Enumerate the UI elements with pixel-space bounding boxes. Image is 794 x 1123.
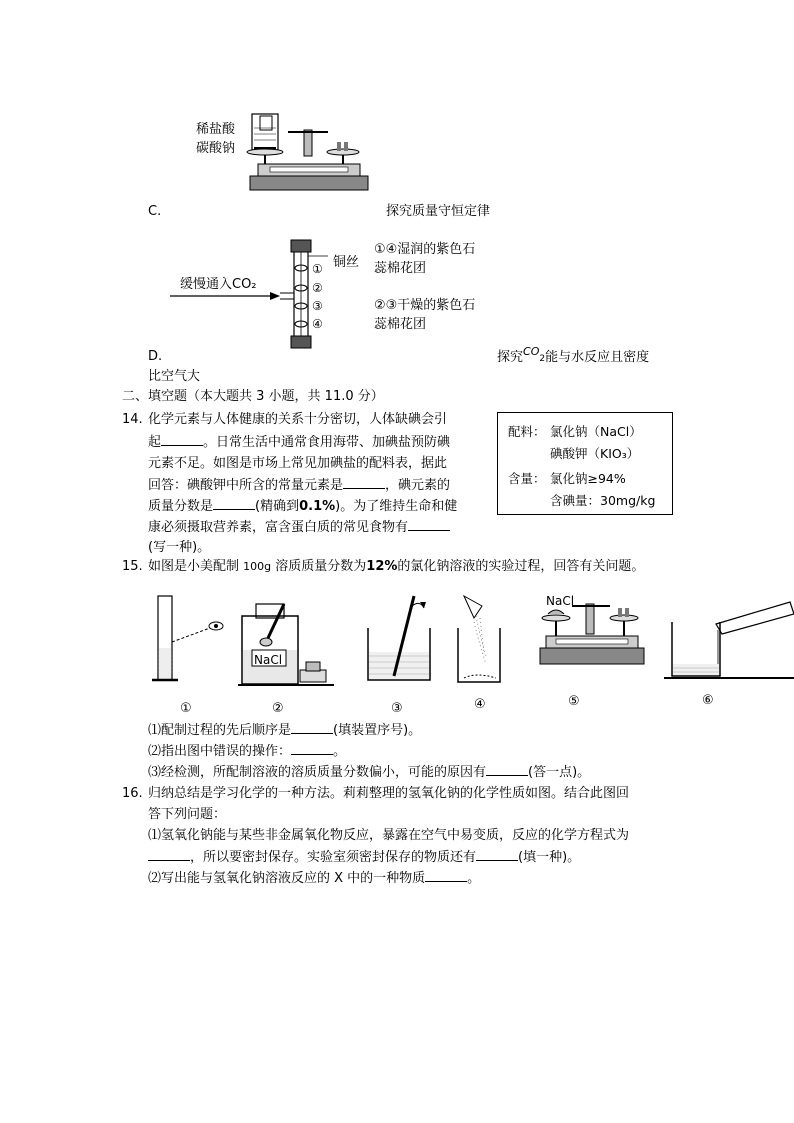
step4-pouring-solid <box>450 592 510 688</box>
label-dilute-hcl: 稀盐酸 <box>196 122 236 137</box>
copper-wire-label: 铜丝 <box>333 255 360 270</box>
q15-sub1: ⑴配制过程的先后顺序是 (填装置序号)。 <box>148 723 422 738</box>
q16-number: 16. <box>122 786 143 801</box>
step-label-6: ⑥ <box>702 693 714 708</box>
step-label-3: ③ <box>391 701 403 716</box>
co2-inlet-label: 缓慢通入CO₂ <box>180 277 257 292</box>
box-ingredient-1: 氯化钠（NaCl） <box>550 424 642 439</box>
ring-label-3: ③ <box>312 299 323 313</box>
option-d-caption: 探究$^{CO}$2能与水反应且密度 <box>497 345 650 365</box>
q14-line1: 化学元素与人体健康的关系十分密切，人体缺碘会引 <box>148 412 448 427</box>
q16-blank-1[interactable] <box>148 848 190 861</box>
q14-line5: 质量分数是 (精确到0.1%)。为了维持生命和健 <box>148 499 458 514</box>
q14-blank-4[interactable] <box>408 518 450 531</box>
q14-line7: (写一种)。 <box>148 540 211 555</box>
q16-sub1-line1: ⑴氢氧化钠能与某些非金属氧化物反应，暴露在空气中易变质，反应的化学方程式为 <box>148 828 630 843</box>
q15-blank-2[interactable] <box>291 742 333 755</box>
box-ingredients-label: 配料： <box>508 424 546 439</box>
option-c-letter: C. <box>148 204 162 219</box>
q16-blank-2[interactable] <box>476 848 518 861</box>
ring-label-2: ② <box>312 281 323 295</box>
option-d-letter: D. <box>148 349 163 364</box>
box-content-1: 氯化钠≥94% <box>550 471 626 486</box>
q16-sub1-line2: ，所以要密封保存。实验室须密封保存的物质还有 (填一种)。 <box>148 848 580 867</box>
q14-line6: 康必须摄取营养素，富含蛋白质的常见食物有 <box>148 518 450 537</box>
q14-line4: 回答：碘酸钾中所含的常量元素是 ，碘元素的 <box>148 478 451 493</box>
nacl-bottle-label: NaCl <box>254 653 283 667</box>
q14-line3: 元素不足。如图是市场上常见加碘盐的配料表，据此 <box>148 456 448 471</box>
dry-cotton-label-1: ②③干燥的紫色石 <box>374 298 476 313</box>
step-label-1: ① <box>180 701 192 716</box>
step6-pouring-liquid <box>664 594 794 688</box>
box-content-2: 含碘量：30mg/kg <box>550 493 656 508</box>
q14-blank-1[interactable] <box>161 433 203 446</box>
q14-line2: 起 。日常生活中通常食用海带、加碘盐预防碘 <box>148 435 451 450</box>
step1-measuring-cylinder <box>150 592 230 688</box>
q15-number: 15. <box>122 559 143 574</box>
iodized-salt-label-box <box>497 412 673 515</box>
ring-label-4: ④ <box>312 317 323 331</box>
q16-line2: 答下列问题： <box>148 807 227 822</box>
q14-number: 14. <box>122 412 143 427</box>
label-sodium-carbonate: 碳酸钠 <box>196 141 236 156</box>
co2-tube-diagram <box>170 236 320 354</box>
balance-diagram-c <box>240 108 380 198</box>
step-label-2: ② <box>272 701 284 716</box>
box-ingredient-2: 碘酸钾（KIO₃） <box>550 446 640 461</box>
q15-sub2: ⑵指出图中错误的操作： 。 <box>148 744 347 759</box>
wet-cotton-label-1: ①④湿润的紫色石 <box>374 242 476 257</box>
q15-stem: 如图是小美配制 100g 溶质质量分数为12%的氯化钠溶液的实验过程，回答有关问题。 <box>148 559 645 574</box>
step3-beaker-stirring <box>364 590 440 690</box>
option-d-caption-cont: 比空气大 <box>148 369 201 384</box>
q15-sub3: ⑶经检测，所配制溶液的溶质质量分数偏小，可能的原因有 (答一点)。 <box>148 765 591 780</box>
step2-reagent-bottle <box>238 598 338 690</box>
q14-blank-3[interactable] <box>213 497 255 510</box>
wet-cotton-label-2: 蕊棉花团 <box>374 261 427 276</box>
section-heading: 二、填空题（本大题共 3 小题，共 11.0 分） <box>122 389 384 404</box>
q16-line1: 归纳总结是学习化学的一种方法。莉莉整理的氢氧化钠的化学性质如图。结合此图回 <box>148 786 630 801</box>
q15-blank-3[interactable] <box>486 763 528 776</box>
step-label-4: ④ <box>474 697 486 712</box>
q14-blank-2[interactable] <box>343 476 385 489</box>
option-c-caption: 探究质量守恒定律 <box>386 204 491 219</box>
box-content-label: 含量： <box>508 471 546 486</box>
q16-blank-3[interactable] <box>425 869 467 882</box>
q16-sub2: ⑵写出能与氢氧化钠溶液反应的 X 中的一种物质 。 <box>148 871 481 886</box>
step-label-5: ⑤ <box>568 694 580 709</box>
ring-label-1: ① <box>312 262 323 276</box>
q15-blank-1[interactable] <box>291 721 333 734</box>
nacl-balance-label: NaCl <box>546 594 575 608</box>
dry-cotton-label-2: 蕊棉花团 <box>374 317 427 332</box>
